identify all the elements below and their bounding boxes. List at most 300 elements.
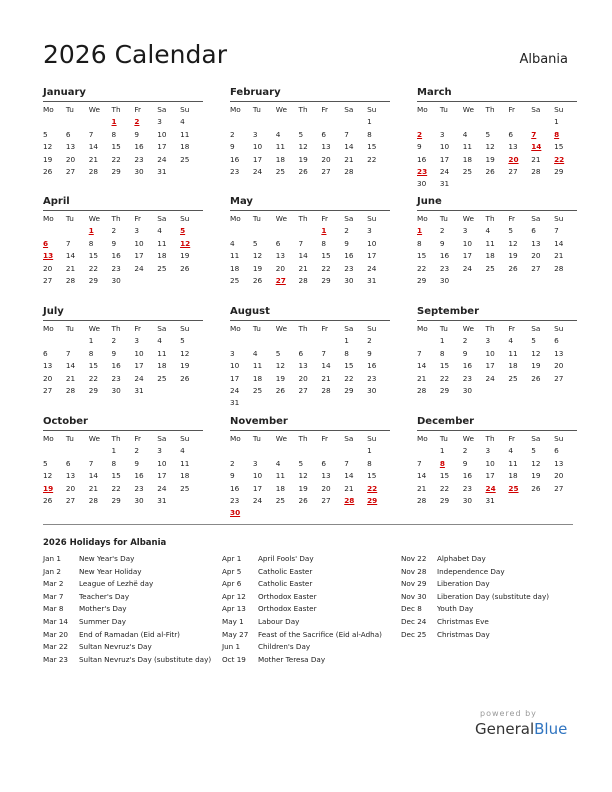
weekday-label: Fr — [508, 105, 516, 114]
day-cell — [253, 116, 276, 128]
day-cell: 29 — [88, 385, 98, 395]
holiday-date: Dec 24 — [401, 616, 427, 626]
day-cell: 4 — [485, 226, 491, 236]
day-cell: 11 — [180, 129, 190, 139]
day-cell: 9 — [462, 458, 468, 468]
generalblue-logo[interactable] — [475, 720, 567, 738]
day-cell — [463, 275, 486, 287]
day-cell: 13 — [65, 471, 76, 481]
week-row — [43, 263, 203, 275]
week-row — [230, 397, 390, 409]
day-cell: 31 — [439, 179, 450, 189]
day-cell: 18 — [180, 142, 190, 152]
day-cell: 21 — [531, 154, 541, 164]
day-cell: 2 — [367, 336, 372, 346]
day-cell — [554, 275, 577, 287]
day-cell: 11 — [275, 471, 285, 481]
day-cell: 14 — [554, 238, 564, 248]
week-row — [230, 275, 390, 287]
day-cell: 29 — [344, 385, 354, 395]
day-cell: 1 — [367, 446, 372, 456]
day-cell: 5 — [180, 336, 185, 346]
weekday-label: Mo — [43, 105, 54, 114]
month-august — [230, 306, 390, 410]
week-row — [230, 360, 390, 372]
day-cell: 25 — [230, 275, 240, 285]
day-cell: 9 — [417, 142, 422, 152]
month-name: December — [417, 416, 577, 431]
day-cell: 23 — [134, 154, 144, 164]
weekday-header — [230, 104, 390, 116]
weekday-label: We — [88, 324, 100, 333]
holiday-column — [43, 553, 211, 666]
holiday-row — [222, 603, 382, 616]
day-cell — [367, 507, 390, 519]
week-row — [230, 445, 390, 457]
day-cell — [180, 495, 203, 507]
day-cell: 13 — [298, 361, 308, 371]
day-cell: 16 — [462, 361, 472, 371]
day-cell — [531, 116, 554, 128]
holiday-row — [401, 566, 549, 579]
holiday-row — [401, 629, 549, 642]
day-cell — [299, 335, 322, 347]
day-cell: 11 — [508, 348, 518, 358]
day-cell: 17 — [134, 361, 144, 371]
holiday-name: Christmas Day — [437, 629, 490, 639]
week-row — [230, 458, 390, 470]
day-cell: 15 — [111, 142, 121, 152]
holiday-name: Youth Day — [437, 604, 474, 614]
weekday-header — [43, 323, 203, 335]
holiday-name: End of Ramadan (Eid al-Fitr) — [79, 629, 180, 639]
month-march — [417, 87, 577, 191]
week-row — [230, 385, 390, 397]
day-cell: 21 — [88, 154, 98, 164]
day-cell: 24 — [157, 483, 167, 493]
day-cell: 14 — [88, 142, 98, 152]
day-cell — [230, 445, 253, 457]
day-cell — [253, 445, 276, 457]
day-cell — [367, 166, 390, 178]
day-cell — [253, 507, 276, 519]
day-cell: 15 — [554, 142, 564, 152]
holiday-day-cell: 23 — [417, 166, 428, 176]
day-cell: 22 — [367, 154, 377, 164]
day-cell: 31 — [230, 398, 240, 408]
day-cell: 24 — [252, 166, 263, 176]
day-cell: 30 — [439, 275, 450, 285]
holiday-date: Apr 5 — [222, 566, 242, 576]
day-cell: 11 — [462, 142, 472, 152]
day-cell: 4 — [275, 129, 281, 139]
day-cell: 20 — [554, 471, 564, 481]
day-cell: 28 — [88, 495, 98, 505]
day-cell: 21 — [344, 483, 354, 493]
week-row — [43, 238, 203, 250]
day-cell: 13 — [321, 471, 331, 481]
day-cell: 18 — [157, 361, 167, 371]
day-cell: 19 — [298, 483, 308, 493]
day-cell: 19 — [298, 154, 308, 164]
weekday-label: Tu — [439, 434, 448, 443]
day-cell: 26 — [508, 263, 518, 273]
day-cell: 31 — [485, 495, 495, 505]
day-cell — [276, 445, 299, 457]
holiday-name: Liberation Day — [437, 579, 490, 589]
weekday-label: Sa — [344, 324, 354, 333]
day-cell — [508, 275, 531, 287]
week-row — [230, 348, 390, 360]
day-cell: 7 — [88, 129, 94, 139]
week-row — [230, 141, 390, 153]
holiday-row — [222, 616, 382, 629]
day-cell: 19 — [180, 361, 190, 371]
day-cell: 10 — [439, 142, 450, 152]
week-row — [43, 470, 203, 482]
holiday-date: Dec 25 — [401, 629, 427, 639]
weekday-label: Sa — [531, 105, 541, 114]
day-cell: 25 — [157, 373, 167, 383]
day-cell: 20 — [321, 154, 331, 164]
day-cell: 25 — [508, 373, 518, 383]
day-cell: 14 — [298, 251, 308, 261]
day-cell: 31 — [367, 275, 377, 285]
day-cell — [508, 385, 531, 397]
day-cell: 25 — [275, 495, 285, 505]
day-cell: 28 — [65, 385, 76, 395]
holiday-day-cell: 1 — [111, 117, 117, 127]
weekday-label: Sa — [157, 214, 167, 223]
day-cell: 10 — [252, 142, 263, 152]
day-cell: 13 — [508, 142, 518, 152]
day-cell: 11 — [157, 348, 167, 358]
weekday-header — [417, 213, 577, 225]
holiday-day-cell: 29 — [367, 495, 378, 505]
day-cell: 3 — [134, 336, 140, 346]
divider — [43, 524, 573, 525]
day-cell: 7 — [344, 129, 349, 139]
day-cell — [253, 335, 276, 347]
holiday-date: Mar 22 — [43, 642, 68, 652]
day-cell: 25 — [180, 483, 190, 493]
weekday-header — [43, 433, 203, 445]
weekday-label: Mo — [43, 324, 54, 333]
day-cell: 29 — [417, 275, 427, 285]
day-cell — [531, 275, 554, 287]
weekday-label: Sa — [344, 105, 354, 114]
holiday-name: Liberation Day (substitute day) — [437, 591, 550, 601]
day-cell — [417, 335, 440, 347]
day-cell — [344, 445, 367, 457]
day-cell: 16 — [230, 154, 240, 164]
weekday-label: Mo — [43, 214, 54, 223]
month-name: May — [230, 196, 390, 211]
month-december — [417, 416, 577, 507]
weekday-label: Su — [180, 324, 190, 333]
day-cell: 26 — [180, 373, 190, 383]
holiday-row — [222, 566, 382, 579]
weekday-label: Su — [367, 324, 377, 333]
weekday-label: Su — [367, 214, 377, 223]
weekday-label: Fr — [134, 105, 142, 114]
weekday-header — [230, 433, 390, 445]
weekday-label: Th — [485, 324, 495, 333]
holiday-day-cell: 22 — [367, 483, 378, 493]
weekday-label: Sa — [157, 105, 167, 114]
weekday-label: Sa — [531, 324, 541, 333]
weekday-label: Fr — [508, 214, 516, 223]
week-row — [43, 275, 203, 287]
holiday-day-cell: 19 — [43, 483, 54, 493]
day-cell — [554, 495, 577, 507]
day-cell: 7 — [417, 348, 422, 358]
day-cell: 4 — [157, 226, 162, 236]
weekday-label: Su — [180, 434, 190, 443]
day-cell — [299, 116, 322, 128]
day-cell: 1 — [111, 446, 117, 456]
day-cell: 8 — [88, 238, 94, 248]
weekday-header — [43, 213, 203, 225]
day-cell: 2 — [111, 226, 117, 236]
holiday-day-cell: 2 — [134, 117, 140, 127]
day-cell: 25 — [180, 154, 190, 164]
weekday-label: Su — [554, 324, 564, 333]
day-cell: 15 — [88, 361, 98, 371]
holiday-day-cell: 8 — [439, 458, 445, 468]
week-row — [417, 483, 577, 495]
day-cell: 18 — [275, 154, 285, 164]
day-cell: 20 — [554, 361, 564, 371]
day-cell — [531, 178, 554, 190]
week-row — [230, 166, 390, 178]
week-row — [43, 250, 203, 262]
day-cell: 16 — [439, 251, 450, 261]
weekday-label: Mo — [230, 214, 241, 223]
week-row — [417, 360, 577, 372]
day-cell — [180, 166, 203, 178]
holiday-row — [43, 654, 211, 667]
day-cell: 10 — [157, 458, 167, 468]
day-cell: 20 — [531, 251, 541, 261]
day-cell: 24 — [134, 373, 144, 383]
holiday-row — [222, 578, 382, 591]
holiday-day-cell: 30 — [230, 508, 241, 518]
holiday-date: Mar 7 — [43, 591, 64, 601]
day-cell: 17 — [367, 251, 377, 261]
day-cell: 4 — [230, 238, 235, 248]
day-cell — [66, 225, 89, 237]
day-cell: 21 — [65, 263, 76, 273]
weekday-header — [417, 104, 577, 116]
day-cell: 4 — [508, 336, 514, 346]
day-cell: 23 — [462, 483, 472, 493]
week-row — [43, 373, 203, 385]
day-cell: 29 — [554, 166, 564, 176]
week-row — [417, 141, 577, 153]
day-cell: 2 — [111, 336, 117, 346]
month-name: November — [230, 416, 390, 431]
day-cell: 9 — [134, 129, 140, 139]
day-cell — [66, 335, 89, 347]
day-cell: 3 — [230, 348, 235, 358]
holiday-row — [401, 616, 549, 629]
day-cell: 30 — [462, 495, 472, 505]
day-cell: 18 — [157, 251, 167, 261]
day-cell — [508, 495, 531, 507]
holiday-row — [401, 578, 549, 591]
day-cell: 25 — [462, 166, 472, 176]
weekday-label: Th — [111, 324, 121, 333]
weekday-label: Mo — [417, 214, 428, 223]
day-cell: 10 — [485, 458, 495, 468]
day-cell — [321, 397, 344, 409]
weekday-label: Tu — [439, 214, 448, 223]
day-cell: 1 — [88, 336, 94, 346]
week-row — [417, 129, 577, 141]
day-cell: 16 — [462, 471, 472, 481]
holiday-row — [43, 629, 211, 642]
week-row — [417, 116, 577, 128]
holiday-day-cell: 7 — [531, 129, 537, 139]
day-cell: 9 — [111, 348, 117, 358]
week-row — [417, 458, 577, 470]
holiday-row — [222, 654, 382, 667]
day-cell: 16 — [134, 471, 144, 481]
day-cell: 27 — [531, 263, 541, 273]
day-cell: 15 — [439, 471, 450, 481]
day-cell — [531, 495, 554, 507]
holiday-date: Mar 2 — [43, 579, 64, 589]
weekday-label: Tu — [439, 324, 448, 333]
day-cell: 13 — [321, 142, 331, 152]
weekday-header — [43, 104, 203, 116]
day-cell: 22 — [88, 263, 98, 273]
day-cell: 2 — [344, 226, 349, 236]
day-cell: 20 — [65, 154, 76, 164]
day-cell — [253, 225, 276, 237]
weekday-label: Tu — [65, 105, 74, 114]
day-cell: 18 — [180, 471, 190, 481]
day-cell: 17 — [439, 154, 450, 164]
day-cell: 25 — [252, 385, 263, 395]
week-row — [230, 225, 390, 237]
holiday-name: Catholic Easter — [258, 566, 313, 576]
day-cell: 21 — [417, 483, 427, 493]
day-cell: 30 — [134, 166, 144, 176]
week-row — [43, 445, 203, 457]
holiday-day-cell: 22 — [554, 154, 565, 164]
day-cell: 9 — [111, 238, 117, 248]
holiday-row — [401, 603, 549, 616]
holiday-row — [43, 578, 211, 591]
day-cell: 4 — [508, 446, 514, 456]
day-cell — [463, 116, 486, 128]
day-cell: 3 — [252, 129, 258, 139]
week-row — [43, 360, 203, 372]
day-cell: 25 — [485, 263, 495, 273]
day-cell — [486, 116, 509, 128]
holiday-day-cell: 5 — [180, 226, 186, 236]
day-cell: 31 — [134, 385, 144, 395]
day-cell: 7 — [65, 348, 71, 358]
holiday-name: Sultan Nevruz's Day (substitute day) — [79, 654, 212, 664]
week-row — [417, 154, 577, 166]
day-cell: 8 — [367, 129, 372, 139]
day-cell: 29 — [88, 275, 98, 285]
weekday-label: Su — [180, 105, 190, 114]
day-cell — [486, 178, 509, 190]
day-cell — [508, 178, 531, 190]
weekday-label: We — [275, 214, 287, 223]
day-cell: 23 — [439, 263, 450, 273]
day-cell: 23 — [111, 263, 121, 273]
day-cell: 28 — [298, 275, 308, 285]
month-november — [230, 416, 390, 520]
day-cell: 6 — [275, 238, 281, 248]
weekday-label: Tu — [252, 434, 261, 443]
week-row — [230, 116, 390, 128]
day-cell — [344, 397, 367, 409]
weekday-label: Sa — [531, 434, 541, 443]
week-row — [417, 275, 577, 287]
day-cell: 22 — [88, 373, 98, 383]
weekday-label: Sa — [344, 434, 354, 443]
day-cell: 15 — [439, 361, 450, 371]
week-row — [43, 335, 203, 347]
month-name: March — [417, 87, 577, 102]
day-cell: 8 — [417, 238, 422, 248]
week-row — [417, 178, 577, 190]
day-cell: 19 — [43, 154, 53, 164]
day-cell: 28 — [88, 166, 98, 176]
week-row — [417, 445, 577, 457]
day-cell — [299, 507, 322, 519]
week-row — [230, 483, 390, 495]
day-cell: 28 — [65, 275, 76, 285]
month-name: February — [230, 87, 390, 102]
day-cell — [508, 116, 531, 128]
day-cell: 7 — [298, 238, 304, 248]
holiday-row — [401, 553, 549, 566]
day-cell: 1 — [439, 446, 445, 456]
holiday-date: Mar 23 — [43, 654, 68, 664]
day-cell — [321, 445, 344, 457]
week-row — [230, 470, 390, 482]
day-cell: 30 — [367, 385, 377, 395]
day-cell: 23 — [134, 483, 144, 493]
day-cell: 3 — [462, 226, 468, 236]
weekday-label: Sa — [531, 214, 541, 223]
powered-by-text: powered by — [480, 709, 537, 718]
day-cell: 19 — [531, 471, 541, 481]
day-cell: 5 — [531, 336, 536, 346]
day-cell — [417, 445, 440, 457]
day-cell: 27 — [554, 373, 564, 383]
day-cell: 3 — [252, 458, 258, 468]
day-cell: 1 — [439, 336, 445, 346]
day-cell: 14 — [321, 361, 331, 371]
day-cell: 22 — [417, 263, 427, 273]
day-cell: 7 — [321, 348, 327, 358]
day-cell: 18 — [508, 361, 518, 371]
holiday-row — [43, 553, 211, 566]
weekday-label: Fr — [321, 105, 329, 114]
day-cell: 5 — [298, 458, 304, 468]
day-cell: 25 — [157, 263, 167, 273]
week-row — [417, 348, 577, 360]
weekday-label: Su — [367, 434, 377, 443]
